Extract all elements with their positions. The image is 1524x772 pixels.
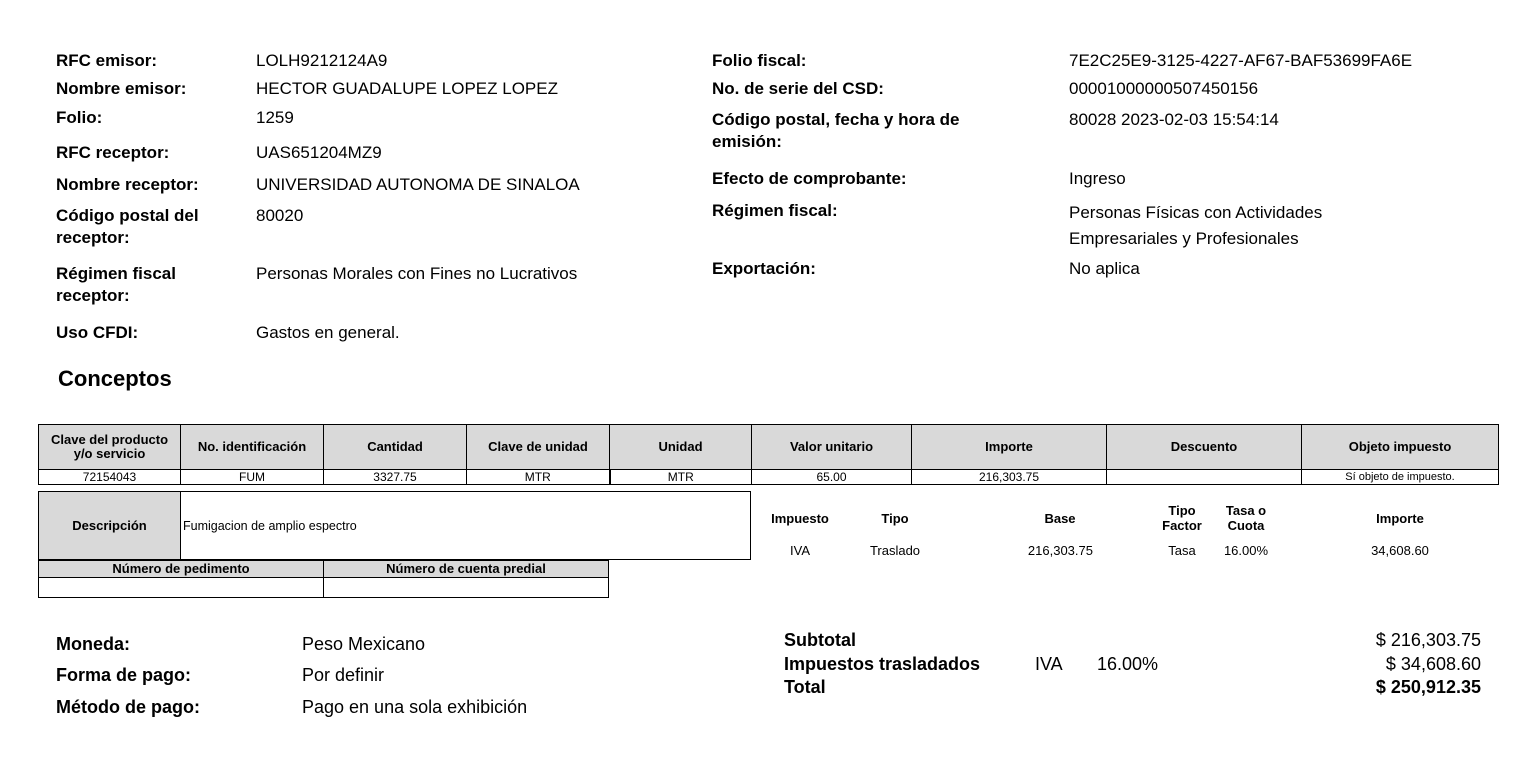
cell-importe: 216,303.75 xyxy=(912,470,1107,485)
imp-tipo: Traslado xyxy=(869,543,921,558)
cell-descuento xyxy=(1107,470,1302,485)
header-valor-unitario: Valor unitario xyxy=(752,425,912,470)
cell-valor-unitario: 65.00 xyxy=(752,470,912,485)
pedimento-label: Número de pedimento xyxy=(39,561,324,578)
header-descuento: Descuento xyxy=(1107,425,1302,470)
fecha-emision-label: Código postal, fecha y hora de emisión: xyxy=(712,110,960,151)
cuenta-predial-label: Número de cuenta predial xyxy=(324,561,609,578)
cp-receptor-label: Código postal del receptor: xyxy=(56,206,199,247)
imp-tasa: 16.00% xyxy=(1223,543,1269,558)
pedimento-table xyxy=(38,560,609,598)
cell-unidad: MTR xyxy=(610,470,752,485)
regimen-fiscal-label: Régimen fiscal: xyxy=(712,201,838,220)
subtotal-value: $ 216,303.75 xyxy=(1375,630,1481,650)
regimen-receptor-value: Personas Morales con Fines no Lucrativos xyxy=(256,264,578,283)
rfc-emisor-label: RFC emisor: xyxy=(56,51,158,70)
imp-impuesto: IVA xyxy=(790,543,810,558)
folio-label: Folio: xyxy=(56,108,103,127)
uso-cfdi-label: Uso CFDI: xyxy=(56,323,139,342)
descripcion-value: Fumigacion de amplio espectro xyxy=(181,492,751,560)
forma-pago-value: Por definir xyxy=(302,665,385,685)
conceptos-table xyxy=(38,424,1499,485)
folio-value: 1259 xyxy=(256,108,294,127)
efecto-label: Efecto de comprobante: xyxy=(712,169,907,188)
uso-cfdi-value: Gastos en general. xyxy=(256,323,400,342)
metodo-pago-label: Método de pago: xyxy=(56,697,200,717)
impuestos-tasa: 16.00% xyxy=(1097,654,1159,674)
nombre-receptor-value: UNIVERSIDAD AUTONOMA DE SINALOA xyxy=(256,175,580,194)
impuestos-tipo: IVA xyxy=(1035,654,1063,674)
imp-header-tipo-factor: Tipo Factor xyxy=(1162,503,1202,533)
table-row xyxy=(39,470,1499,485)
header-objeto-impuesto: Objeto impuesto xyxy=(1302,425,1499,470)
exportacion-label: Exportación: xyxy=(712,259,816,278)
cell-cantidad: 3327.75 xyxy=(324,470,467,485)
imp-header-tasa-cuota: Tasa o Cuota xyxy=(1225,503,1267,533)
forma-pago-label: Forma de pago: xyxy=(56,665,192,685)
nombre-emisor-value: HECTOR GUADALUPE LOPEZ LOPEZ xyxy=(256,79,558,98)
header-cantidad: Cantidad xyxy=(324,425,467,470)
header-unidad: Unidad xyxy=(610,425,752,470)
regimen-fiscal-value: Personas Físicas con Actividades Empresariales y Profesionales xyxy=(1069,203,1323,248)
regimen-receptor-label: Régimen fiscal receptor: xyxy=(56,264,176,305)
cell-objeto-impuesto: Sí objeto de impuesto. xyxy=(1302,470,1499,485)
cell-no-identificacion: FUM xyxy=(181,470,324,485)
exportacion-value: No aplica xyxy=(1069,259,1140,278)
cell-clave-unidad: MTR xyxy=(467,470,610,485)
moneda-value: Peso Mexicano xyxy=(302,634,426,654)
folio-fiscal-label: Folio fiscal: xyxy=(712,51,807,70)
rfc-emisor-value: LOLH9212124A9 xyxy=(256,51,388,70)
descripcion-table xyxy=(38,491,751,560)
nombre-receptor-label: Nombre receptor: xyxy=(56,175,199,194)
imp-header-base: Base xyxy=(1044,511,1076,526)
rfc-receptor-label: RFC receptor: xyxy=(56,143,170,162)
conceptos-title: Conceptos xyxy=(58,366,172,391)
metodo-pago-value: Pago en una sola exhibición xyxy=(302,697,528,717)
nombre-emisor-label: Nombre emisor: xyxy=(56,79,187,98)
header-no-identificacion: No. identificación xyxy=(181,425,324,470)
header-clave-producto: Clave del producto y/o servicio xyxy=(39,425,181,470)
rfc-receptor-value: UAS651204MZ9 xyxy=(256,143,382,162)
cell-clave-producto: 72154043 xyxy=(39,470,181,485)
imp-importe: 34,608.60 xyxy=(1371,543,1429,558)
impuestos-value: $ 34,608.60 xyxy=(1385,654,1481,674)
subtotal-label: Subtotal xyxy=(784,630,856,650)
impuestos-trasladados-label: Impuestos trasladados xyxy=(784,654,981,674)
serie-csd-label: No. de serie del CSD: xyxy=(712,79,884,98)
pedimento-value xyxy=(39,578,324,598)
fecha-emision-value: 80028 2023-02-03 15:54:14 xyxy=(1069,110,1279,129)
imp-tipo-factor: Tasa xyxy=(1168,543,1196,558)
total-label: Total xyxy=(784,677,826,697)
header-clave-unidad: Clave de unidad xyxy=(467,425,610,470)
serie-csd-value: 00001000000507450156 xyxy=(1069,79,1259,98)
efecto-value: Ingreso xyxy=(1069,169,1126,188)
folio-fiscal-value: 7E2C25E9-3125-4227-AF67-BAF53699FA6E xyxy=(1069,51,1413,70)
moneda-label: Moneda: xyxy=(56,634,130,654)
cp-receptor-value: 80020 xyxy=(256,206,304,225)
total-value: $ 250,912.35 xyxy=(1375,677,1481,697)
cuenta-predial-value xyxy=(324,578,609,598)
imp-header-importe: Importe xyxy=(1376,511,1424,526)
header-importe: Importe xyxy=(912,425,1107,470)
imp-header-tipo: Tipo xyxy=(881,511,909,526)
imp-header-impuesto: Impuesto xyxy=(771,511,829,526)
imp-base: 216,303.75 xyxy=(1027,543,1093,558)
descripcion-label: Descripción xyxy=(39,492,181,560)
